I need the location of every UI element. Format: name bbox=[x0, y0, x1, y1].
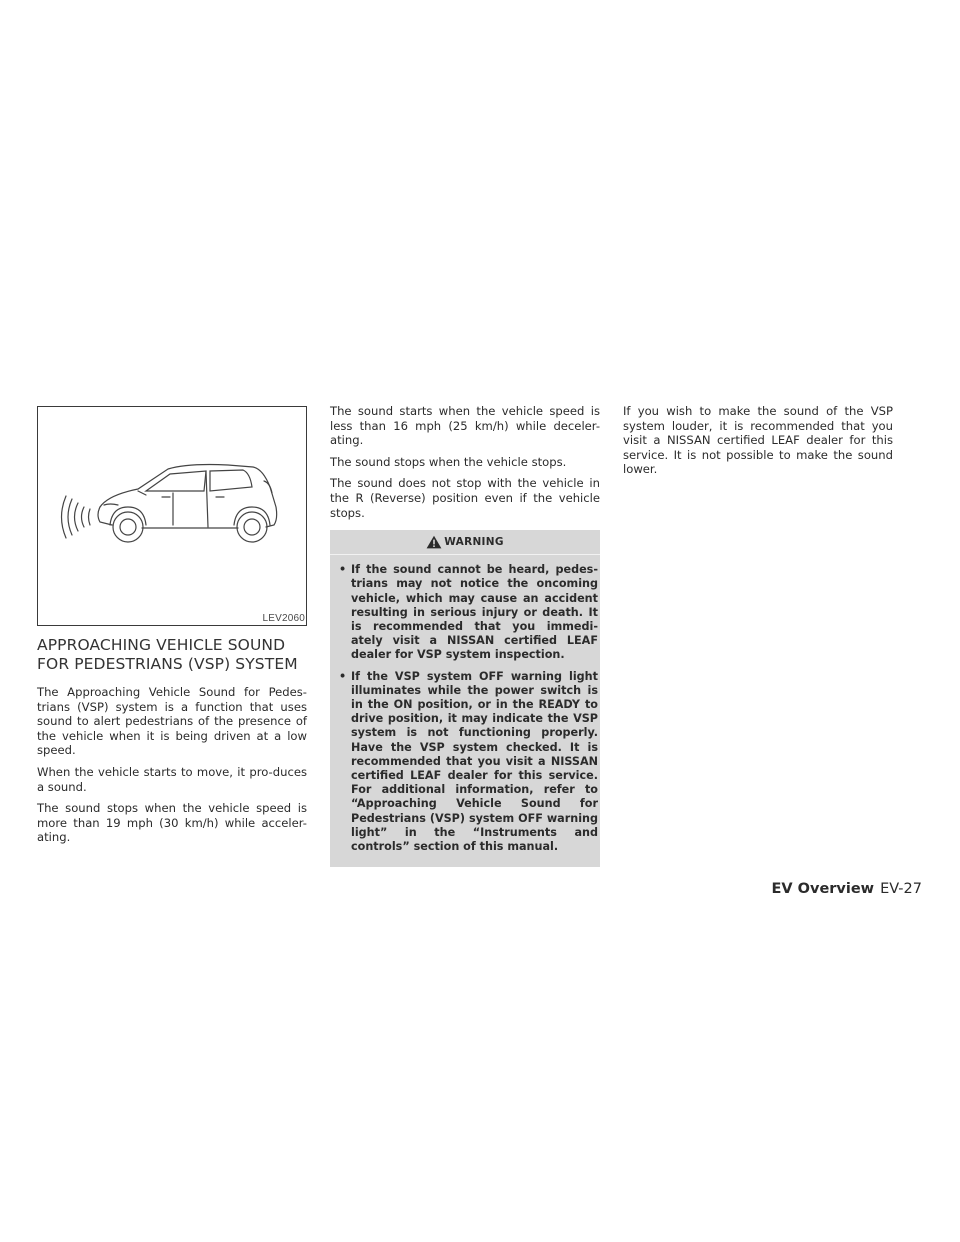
car-sound-icon bbox=[38, 407, 306, 625]
section-title bbox=[37, 636, 307, 674]
figure-code: LEV2060 bbox=[262, 613, 305, 624]
paragraph: The sound starts when the vehicle speed is less than 16 mph (25 km/h) while deceler-ating. bbox=[330, 404, 600, 448]
vsp-illustration bbox=[37, 406, 307, 626]
paragraph: The sound stops when the vehicle stops. bbox=[330, 454, 567, 469]
bullet: • bbox=[339, 563, 347, 577]
warning-title: WARNING bbox=[444, 536, 504, 549]
warning-header bbox=[330, 530, 600, 555]
section-title-line-2: FOR PEDESTRIANS (VSP) SYSTEM bbox=[37, 655, 298, 673]
column-3 bbox=[623, 404, 893, 484]
column-1 bbox=[37, 636, 307, 852]
paragraph: The sound does not stop with the vehicle in the R (Reverse) position even if the vehicle stops. bbox=[330, 476, 600, 520]
paragraph: If you wish to make the sound of the VSP system louder, it is recommended that you visit a NISSAN certified LEAF dealer for this service. It is not possible to make the sound lower. bbox=[623, 404, 893, 477]
warning-item bbox=[330, 670, 600, 855]
warning-item bbox=[330, 563, 600, 662]
paragraph: The sound stops when the vehicle speed is more than 19 mph (30 km/h) while acceler-ating. bbox=[37, 801, 307, 845]
page-footer bbox=[771, 881, 922, 897]
warning-triangle-icon bbox=[426, 535, 442, 549]
column-2 bbox=[330, 404, 600, 867]
bullet: • bbox=[339, 669, 347, 683]
section-title-line-1: APPROACHING VEHICLE SOUND bbox=[37, 636, 286, 654]
page-number: EV-27 bbox=[880, 881, 922, 897]
paragraph: When the vehicle starts to move, it pro-duces a sound. bbox=[37, 764, 307, 794]
warning-item-text: If the sound cannot be heard, pedes-trians may not notice the oncoming vehicle, which may cause an accident resulting in serious injury or death. It is recommended that you immedi-ately visit a NISSAN certified LEAF dealer for VSP system inspection. bbox=[351, 563, 598, 662]
warning-box bbox=[330, 530, 600, 867]
footer-section-name: EV Overview bbox=[771, 881, 875, 897]
warning-item-text: If the VSP system OFF warning light illuminates while the power switch is in the ON position, or in the READY to drive position, it may indicate the VSP system is not functioning properly. Have the VSP system checked. It is recommended that you visit a NISSAN certified LEAF dealer for this service. For additional information, refer to “Approaching Vehicle Sound for Pedestrians (VSP) system OFF warning light” in the “Instruments and controls” section of this manual. bbox=[351, 669, 598, 854]
paragraph: The Approaching Vehicle Sound for Pedes-trians (VSP) system is a function that uses sound to alert pedestrians of the presence of the vehicle when it is being driven at a low speed. bbox=[37, 685, 307, 758]
